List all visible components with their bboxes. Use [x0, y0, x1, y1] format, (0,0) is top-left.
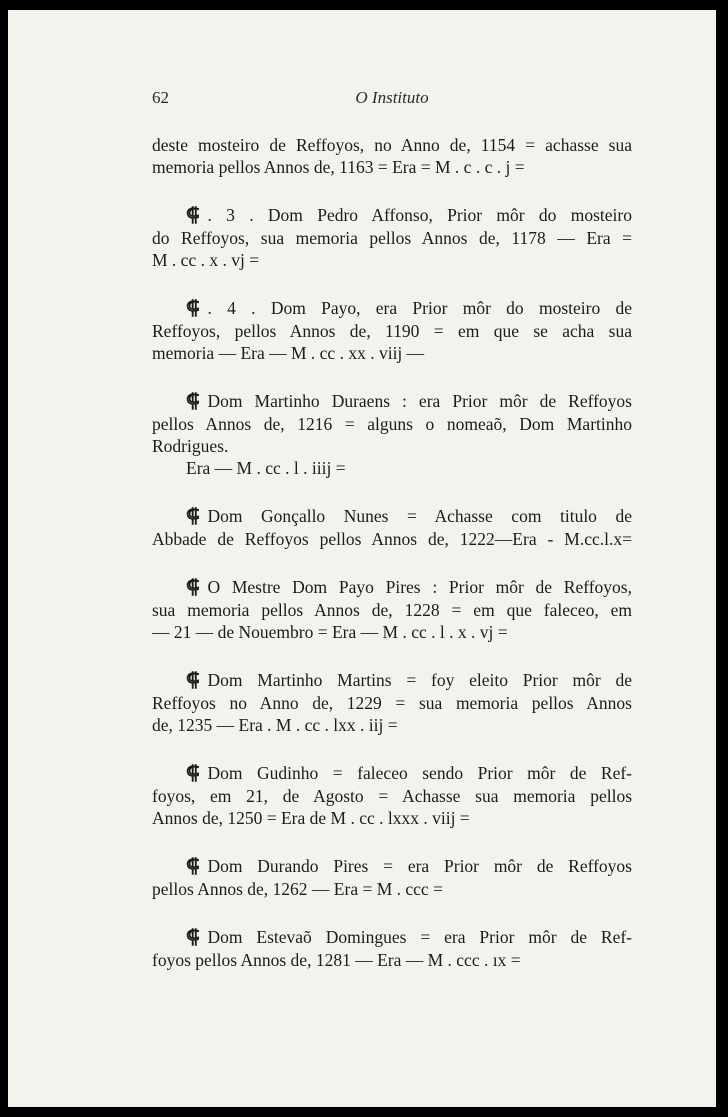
text-line: Dom Martinho Duraens : era Prior môr de Reffoyos: [207, 391, 632, 411]
paragraph-mark-icon: ⸿: [186, 670, 200, 691]
paragraph: [152, 204, 632, 271]
text-line: . 3 . Dom Pedro Affonso, Prior môr do mosteiro: [207, 205, 632, 225]
text-line: Rodrigues.: [152, 436, 229, 456]
paragraph: [152, 855, 632, 900]
text-line: Annos de, 1250 = Era de M . cc . lxxx . viij =: [152, 808, 470, 828]
text-line: M . cc . x . vj =: [152, 250, 260, 270]
text-line: Era — M . cc . l . iiij =: [186, 458, 346, 478]
text-line: Abbade de Reffoyos pellos Annos de, 1222—Era - M.cc.l.x=: [152, 529, 632, 549]
paragraph: [152, 505, 632, 550]
page-header: [152, 88, 632, 114]
paragraph-mark-icon: ⸿: [186, 763, 200, 784]
paragraph-mark-icon: ⸿: [186, 298, 200, 319]
text-line: memoria pellos Annos de, 1163 = Era = M . c . c . j =: [152, 157, 525, 177]
text-line: do Reffoyos, sua memoria pellos Annos de, 1178 — Era =: [152, 228, 632, 248]
running-title: O Instituto: [355, 88, 429, 107]
paragraph: [152, 297, 632, 364]
text-line: Reffoyos, pellos Annos de, 1190 = em que se acha sua: [152, 321, 632, 341]
text-line: foyos pellos Annos de, 1281 — Era — M . ccc . ıx =: [152, 950, 521, 970]
paragraph: [152, 762, 632, 829]
paragraph-mark-icon: ⸿: [186, 205, 200, 226]
paragraph: [152, 576, 632, 643]
text-line: sua memoria pellos Annos de, 1228 = em que faleceo, em: [152, 600, 632, 620]
text-line: — 21 — de Nouembro = Era — M . cc . l . x . vj =: [152, 622, 508, 642]
text-line: pellos Annos de, 1216 = alguns o nomeaõ, Dom Martinho: [152, 414, 632, 434]
text-line: pellos Annos de, 1262 — Era = M . ccc =: [152, 879, 443, 899]
paragraph-mark-icon: ⸿: [186, 856, 200, 877]
text-line: Dom Martinho Martins = foy eleito Prior môr de: [207, 670, 632, 690]
body-text: [152, 134, 632, 997]
paragraph-mark-icon: ⸿: [186, 927, 200, 948]
paragraph: [152, 926, 632, 971]
text-line: deste mosteiro de Reffoyos, no Anno de, 1154 = achasse sua: [152, 135, 632, 155]
paragraph: [152, 669, 632, 736]
paragraph: [152, 134, 632, 178]
text-line: memoria — Era — M . cc . xx . viij —: [152, 343, 425, 363]
paragraph-mark-icon: ⸿: [186, 391, 200, 412]
book-page: [8, 10, 716, 1107]
text-line: foyos, em 21, de Agosto = Achasse sua memoria pellos: [152, 786, 632, 806]
text-line: Dom Gudinho = faleceo sendo Prior môr de Ref-: [207, 763, 632, 783]
text-line: O Mestre Dom Payo Pires : Prior môr de Reffoyos,: [207, 577, 632, 597]
text-line: Reffoyos no Anno de, 1229 = sua memoria pellos Annos: [152, 693, 632, 713]
paragraph-mark-icon: ⸿: [186, 506, 200, 527]
paragraph-mark-icon: ⸿: [186, 577, 200, 598]
text-line: Dom Estevaõ Domingues = era Prior môr de Ref-: [207, 927, 632, 947]
text-line: de, 1235 — Era . M . cc . lxx . iij =: [152, 715, 398, 735]
text-line: Dom Gonçallo Nunes = Achasse com titulo de: [207, 506, 632, 526]
paragraph: [152, 390, 632, 479]
text-line: Dom Durando Pires = era Prior môr de Reffoyos: [207, 856, 632, 876]
page-number: 62: [152, 88, 169, 107]
text-line: . 4 . Dom Payo, era Prior môr do mosteiro de: [207, 298, 632, 318]
